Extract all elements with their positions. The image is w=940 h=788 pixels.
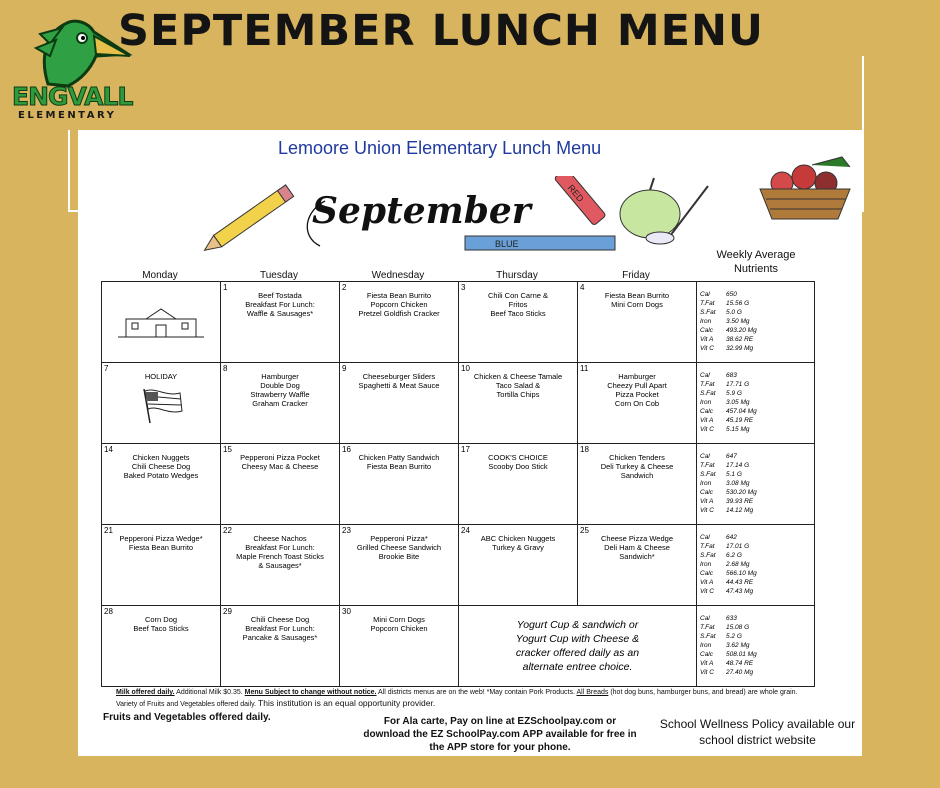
- nutrient-value: 32.99 Mg: [726, 345, 754, 352]
- menu-item: Fiesta Bean Burrito: [128, 543, 194, 552]
- day-header-tuesday: Tuesday: [260, 270, 298, 281]
- day-cell: [578, 282, 697, 363]
- day-number: 29: [223, 607, 232, 616]
- menu-item: Popcorn Chicken: [370, 300, 428, 309]
- day-cell: [340, 444, 459, 525]
- nutrient-label: T.Fat: [700, 624, 715, 631]
- day-number: 9: [342, 364, 347, 373]
- nutrient-label: Vit C: [700, 669, 714, 676]
- flag-icon: [136, 385, 186, 425]
- menu-item: COOK'S CHOICE: [488, 453, 548, 462]
- menu-item: Fiesta Bean Burrito: [604, 291, 670, 300]
- nutrient-row: [700, 632, 814, 641]
- day-cell: [102, 444, 221, 525]
- nutrient-value: 6.2 G: [726, 552, 742, 559]
- yogurt-line: cracker offered daily as an: [515, 647, 640, 659]
- nutrient-row: [700, 614, 814, 623]
- yogurt-cell: [459, 606, 697, 687]
- nutrient-value: 493.20 Mg: [726, 327, 757, 334]
- day-cell: [221, 282, 340, 363]
- nutrient-row: [700, 470, 814, 479]
- crayon-blue-label: BLUE: [495, 239, 519, 249]
- nutrient-value: 530.20 Mg: [726, 489, 757, 496]
- nutrient-label: T.Fat: [700, 543, 715, 550]
- nutrient-row: [700, 551, 814, 560]
- nutrient-label: Iron: [700, 642, 712, 649]
- day-cell: [102, 363, 221, 444]
- nutrient-value: 5.1 G: [726, 471, 742, 478]
- nutrient-label: Vit C: [700, 426, 714, 433]
- nutrient-row: [700, 542, 814, 551]
- nutrient-label: Iron: [700, 561, 712, 568]
- web-notice: All districts menus are on the web! *May contain Pork Products.: [376, 689, 577, 696]
- nutrient-row: [700, 425, 814, 434]
- day-number: 7: [104, 364, 109, 373]
- day-cell: [459, 282, 578, 363]
- nutrient-value: 45.19 RE: [726, 417, 754, 424]
- menu-item: Tortilla Chips: [496, 390, 540, 399]
- day-header-wednesday: Wednesday: [371, 270, 425, 281]
- nutrient-row: [700, 371, 814, 380]
- nutrient-row: [700, 623, 814, 632]
- nutrient-value: 14.12 Mg: [726, 507, 754, 514]
- nutrient-value: 566.10 Mg: [726, 570, 757, 577]
- nutrient-row: [700, 587, 814, 596]
- nutrient-value: 15.56 G: [726, 300, 750, 307]
- day-cell: [221, 525, 340, 606]
- day-cell: [102, 282, 221, 363]
- nutrient-label: Vit A: [700, 498, 714, 505]
- nutrient-label: Iron: [700, 480, 712, 487]
- nutrient-value: 17.01 G: [726, 543, 750, 550]
- nutrients-cell: [697, 606, 815, 687]
- nutrient-value: 633: [726, 615, 737, 622]
- menu-item: Fiesta Bean Burrito: [366, 462, 432, 471]
- menu-item: Pepperoni Pizza Pocket: [240, 453, 320, 462]
- nutrients-cell: [697, 525, 815, 606]
- day-cell: [221, 444, 340, 525]
- nutrient-label: S.Fat: [700, 309, 716, 316]
- nutrient-row: [700, 380, 814, 389]
- day-number: 25: [580, 526, 589, 535]
- week-row: [102, 282, 815, 363]
- change-notice: Menu Subject to change without notice.: [244, 689, 377, 696]
- nutrient-value: 650: [726, 291, 737, 298]
- menu-item: Cheese Nachos: [253, 534, 307, 543]
- menu-item: ABC Chicken Nuggets: [480, 534, 556, 543]
- menu-item: Spaghetti & Meat Sauce: [358, 381, 440, 390]
- day-header-friday: Friday: [622, 270, 650, 281]
- logo-subtitle: ELEMENTARY: [18, 110, 117, 121]
- menu-item: Deli Ham & Cheese: [604, 543, 670, 552]
- ala-carte-notice: For Ala carte, Pay on line at EZSchoolpay.com or download the EZ SchoolPay.com APP available for free in the APP store for your phone.: [363, 716, 637, 753]
- day-number: 4: [580, 283, 585, 292]
- nutrient-row: [700, 533, 814, 542]
- nutrient-row: [700, 389, 814, 398]
- yogurt-line: alternate entree choice.: [522, 661, 633, 673]
- nutrient-row: [700, 299, 814, 308]
- breads-label: All Breads: [576, 689, 609, 696]
- menu-item: & Sausages*: [258, 561, 302, 570]
- nutrient-row: [700, 290, 814, 299]
- menu-item: Maple French Toast Sticks: [236, 552, 324, 561]
- nutrient-label: Calc: [700, 327, 714, 334]
- nutrient-row: [700, 407, 814, 416]
- day-number: 8: [223, 364, 228, 373]
- menu-item: Beef Taco Sticks: [133, 624, 189, 633]
- menu-item: Hamburger: [261, 372, 299, 381]
- menu-item: Hamburger: [618, 372, 656, 381]
- nutrient-row: [700, 344, 814, 353]
- nutrient-row: [700, 398, 814, 407]
- day-number: 17: [461, 445, 470, 454]
- nutrient-label: Calc: [700, 489, 714, 496]
- week-row: [102, 606, 815, 687]
- yogurt-line: Yogurt Cup & sandwich or: [516, 619, 639, 631]
- nutrient-value: 39.93 RE: [726, 498, 754, 505]
- day-number: 24: [461, 526, 470, 535]
- week-row: [102, 444, 815, 525]
- day-cell: [102, 606, 221, 687]
- day-number: 21: [104, 526, 113, 535]
- menu-item: Beef Tostada: [258, 291, 302, 300]
- menu-item: Chili Cheese Dog: [131, 462, 191, 471]
- nutrient-row: [700, 416, 814, 425]
- nutrient-row: [700, 317, 814, 326]
- menu-item: Pepperoni Pizza Wedge*: [119, 534, 203, 543]
- nutrient-label: S.Fat: [700, 633, 716, 640]
- nutrient-label: Cal: [700, 615, 710, 622]
- nutrient-value: 683: [726, 372, 737, 379]
- nutrient-row: [700, 479, 814, 488]
- nutrient-label: Iron: [700, 399, 712, 406]
- wellness-policy-notice: School Wellness Policy available our school district website: [659, 717, 856, 747]
- day-cell: [578, 444, 697, 525]
- menu-item: Chicken Nuggets: [132, 453, 190, 462]
- nutrient-row: [700, 308, 814, 317]
- menu-item: Taco Salad &: [495, 381, 541, 390]
- footer-notice: [116, 688, 816, 710]
- nutrient-label: Cal: [700, 534, 710, 541]
- nutrient-value: 27.40 Mg: [726, 669, 754, 676]
- nutrient-value: 647: [726, 453, 737, 460]
- nutrient-row: [700, 650, 814, 659]
- nutrient-value: 5.0 G: [726, 309, 742, 316]
- nutrient-value: 5.9 G: [726, 390, 742, 397]
- day-cell: [102, 525, 221, 606]
- nutrient-label: Iron: [700, 318, 712, 325]
- menu-item: Corn Dog: [144, 615, 178, 624]
- menu-item: Brookie Bite: [378, 552, 420, 561]
- day-cell: [221, 363, 340, 444]
- yogurt-line: Yogurt Cup with Cheese &: [515, 633, 640, 645]
- nutrient-row: [700, 461, 814, 470]
- menu-item: Mini Corn Dogs: [611, 300, 663, 309]
- menu-item: Pretzel Goldfish Cracker: [358, 309, 440, 318]
- menu-item: Pancake & Sausages*: [242, 633, 318, 642]
- day-number: 15: [223, 445, 232, 454]
- menu-item: Strawberry Waffle: [250, 390, 310, 399]
- nutrients-cell: [697, 282, 815, 363]
- nutrient-row: [700, 668, 814, 677]
- menu-item: Chicken & Cheese Tamale: [473, 372, 563, 381]
- day-number: 10: [461, 364, 470, 373]
- nutrient-label: Cal: [700, 453, 710, 460]
- nutrient-row: [700, 641, 814, 650]
- nutrient-value: 48.74 RE: [726, 660, 754, 667]
- nutrient-value: 44.43 RE: [726, 579, 754, 586]
- menu-item: Cheesy Mac & Cheese: [241, 462, 319, 471]
- menu-item: Pizza Pocket: [615, 390, 659, 399]
- nutrient-label: T.Fat: [700, 300, 715, 307]
- nutrient-label: Vit A: [700, 579, 714, 586]
- nutrient-label: Calc: [700, 570, 714, 577]
- nutrient-row: [700, 335, 814, 344]
- menu-item: Waffle & Sausages*: [246, 309, 314, 318]
- menu-item: Breakfast For Lunch:: [245, 543, 315, 552]
- day-header-monday: Monday: [142, 270, 178, 281]
- menu-title: Lemoore Union Elementary Lunch Menu: [278, 138, 602, 158]
- menu-item: Deli Turkey & Cheese: [600, 462, 674, 471]
- menu-item: Chili Con Carne &: [487, 291, 549, 300]
- menu-item: Popcorn Chicken: [370, 624, 428, 633]
- breads-notice: (hot dog buns, hamburger buns, and bread) are whole grain. Variety of Fruits and Vegetables offered daily.: [116, 689, 798, 708]
- menu-item: Turkey & Gravy: [492, 543, 544, 552]
- nutrient-row: [700, 497, 814, 506]
- nutrient-value: 3.05 Mg: [726, 399, 750, 406]
- week-row: [102, 525, 815, 606]
- equal-opportunity: This institution is an equal opportunity provider.: [258, 698, 436, 708]
- menu-item: Grilled Cheese Sandwich: [356, 543, 442, 552]
- nutrient-row: [700, 452, 814, 461]
- nutrient-row: [700, 560, 814, 569]
- menu-item: Sandwich*: [619, 552, 655, 561]
- week-row: [102, 363, 815, 444]
- nutrient-label: Cal: [700, 372, 710, 379]
- day-number: 30: [342, 607, 351, 616]
- nutrient-label: S.Fat: [700, 471, 716, 478]
- menu-item: Fiesta Bean Burrito: [366, 291, 432, 300]
- day-cell: [459, 363, 578, 444]
- nutrient-row: [700, 488, 814, 497]
- menu-item: Sandwich: [620, 471, 654, 480]
- nutrient-label: S.Fat: [700, 552, 716, 559]
- nutrient-value: 15.08 G: [726, 624, 750, 631]
- menu-item: Graham Cracker: [252, 399, 308, 408]
- day-number: 2: [342, 283, 347, 292]
- day-cell: [578, 525, 697, 606]
- menu-item: Chicken Patty Sandwich: [358, 453, 440, 462]
- nutrient-row: [700, 578, 814, 587]
- pencil-icon: [200, 180, 305, 255]
- milk-price: Additional Milk $0.35.: [174, 689, 245, 696]
- menu-item: Corn On Cob: [614, 399, 660, 408]
- nutrient-label: T.Fat: [700, 462, 715, 469]
- nutrient-label: Vit A: [700, 660, 714, 667]
- nutrient-label: Vit C: [700, 507, 714, 514]
- logo-name: ENGVALL: [12, 82, 133, 111]
- day-number: 3: [461, 283, 466, 292]
- nutrient-row: [700, 659, 814, 668]
- day-cell: [340, 525, 459, 606]
- menu-item: Double Dog: [260, 381, 300, 390]
- nutrient-value: 457.04 Mg: [726, 408, 757, 415]
- nutrient-value: 5.2 G: [726, 633, 742, 640]
- nutrient-label: Vit C: [700, 345, 714, 352]
- day-number: 11: [580, 364, 589, 373]
- day-number: 14: [104, 445, 113, 454]
- nutrient-label: T.Fat: [700, 381, 715, 388]
- day-number: 1: [223, 283, 228, 292]
- nutrient-label: Vit A: [700, 336, 714, 343]
- day-number: 28: [104, 607, 113, 616]
- nutrient-value: 3.50 Mg: [726, 318, 750, 325]
- menu-item: Pepperoni Pizza*: [370, 534, 428, 543]
- milk-notice: Milk offered daily.: [116, 689, 175, 696]
- nutrient-value: 3.08 Mg: [726, 480, 750, 487]
- nutrient-row: [700, 326, 814, 335]
- day-cell: [340, 363, 459, 444]
- nutrients-cell: [697, 363, 815, 444]
- day-cell: [340, 282, 459, 363]
- day-cell: [459, 525, 578, 606]
- nutrient-value: 3.62 Mg: [726, 642, 750, 649]
- day-number: 16: [342, 445, 351, 454]
- menu-item: Cheeseburger Sliders: [362, 372, 436, 381]
- menu-item: Mini Corn Dogs: [373, 615, 425, 624]
- fruits-veg-notice: Fruits and Vegetables offered daily.: [103, 712, 271, 723]
- day-header-thursday: Thursday: [496, 270, 538, 281]
- calendar-table: [101, 281, 815, 687]
- day-number: 18: [580, 445, 589, 454]
- nutrient-value: 38.62 RE: [726, 336, 754, 343]
- menu-item: Chicken Tenders: [609, 453, 665, 462]
- nutrient-label: Calc: [700, 651, 714, 658]
- nutrient-label: Vit C: [700, 588, 714, 595]
- menu-item: Baked Potato Wedges: [123, 471, 199, 480]
- menu-item: Breakfast For Lunch:: [245, 624, 315, 633]
- day-number: 22: [223, 526, 232, 535]
- day-cell: [340, 606, 459, 687]
- day-number: 23: [342, 526, 351, 535]
- white-frame-left: [68, 130, 70, 210]
- nutrient-value: 47.43 Mg: [726, 588, 754, 595]
- day-cell: [221, 606, 340, 687]
- nutrient-label: S.Fat: [700, 390, 716, 397]
- nutrient-value: 17.14 G: [726, 462, 750, 469]
- fruit-basket-icon: [752, 155, 858, 225]
- nutrient-value: 17.71 G: [726, 381, 750, 388]
- nutrient-row: [700, 506, 814, 515]
- nutrient-value: 508.01 Mg: [726, 651, 757, 658]
- menu-item: Scooby Doo Stick: [488, 462, 548, 471]
- school-building-icon: [116, 305, 206, 345]
- nutrient-label: Calc: [700, 408, 714, 415]
- nutrients-cell: [697, 444, 815, 525]
- day-cell: [459, 444, 578, 525]
- menu-item: Breakfast For Lunch:: [245, 300, 315, 309]
- menu-item: Fritos: [508, 300, 528, 309]
- nutrient-value: 642: [726, 534, 737, 541]
- menu-item: Beef Taco Sticks: [490, 309, 546, 318]
- crayons-apple-icon: [460, 176, 715, 256]
- nutrient-label: Vit A: [700, 417, 714, 424]
- day-cell: [578, 363, 697, 444]
- menu-item: Cheese Pizza Wedge: [601, 534, 673, 543]
- nutrient-value: 2.68 Mg: [726, 561, 750, 568]
- nutrient-value: 5.15 Mg: [726, 426, 750, 433]
- page-title: SEPTEMBER LUNCH MENU: [118, 6, 764, 56]
- menu-item: HOLIDAY: [144, 372, 178, 381]
- nutrient-label: Cal: [700, 291, 710, 298]
- menu-item: Chili Cheese Dog: [250, 615, 310, 624]
- weekly-average-heading: Weekly Average Nutrients: [716, 249, 796, 275]
- nutrient-row: [700, 569, 814, 578]
- crayon-red-label: RED: [565, 182, 586, 204]
- month-heading: September: [312, 190, 531, 232]
- menu-item: Cheezy Pull Apart: [607, 381, 667, 390]
